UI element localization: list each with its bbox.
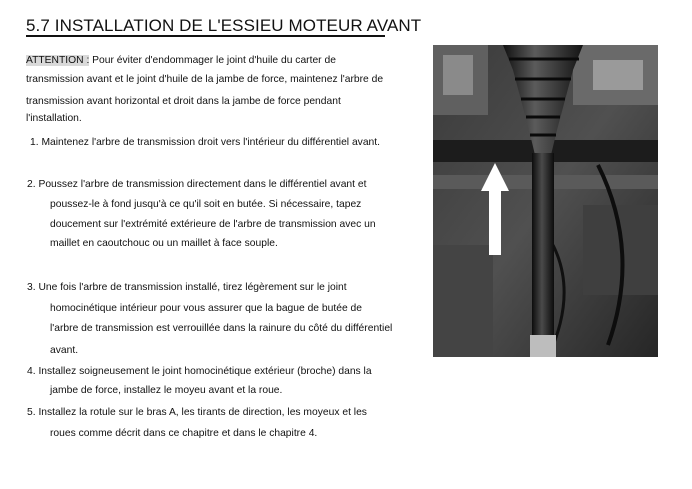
step-3-line-2: homocinétique intérieur pour vous assurer que la bague de butée de bbox=[50, 303, 362, 314]
attention-line-2: transmission avant et le joint d'huile de la jambe de force, maintenez l'arbre de bbox=[26, 74, 384, 85]
step-3-line-4: avant. bbox=[50, 345, 79, 356]
section-title: 5.7 INSTALLATION DE L'ESSIEU MOTEUR AVANT bbox=[26, 16, 422, 35]
step-5-line-2: roues comme décrit dans ce chapitre et dans le chapitre 4. bbox=[50, 428, 318, 439]
drive-shaft-photo bbox=[433, 45, 658, 357]
attention-text: Pour éviter d'endommager le joint d'huile du carter de bbox=[89, 55, 336, 66]
attention-line-3: transmission avant horizontal et droit dans la jambe de force pendant bbox=[26, 96, 341, 107]
step-2-line-1: 2. Poussez l'arbre de transmission directement dans le différentiel avant et bbox=[27, 179, 367, 190]
step-4-line-2: jambe de force, installez le moyeu avant et la roue. bbox=[50, 385, 283, 396]
step-2-line-2: poussez-le à fond jusqu'à ce qu'il soit en butée. Si nécessaire, tapez bbox=[50, 199, 362, 210]
attention-label: ATTENTION : bbox=[26, 55, 90, 66]
step-1-line-1: 1. Maintenez l'arbre de transmission droit vers l'intérieur du différentiel avant. bbox=[30, 137, 381, 148]
step-4-line-1: 4. Installez soigneusement le joint homocinétique extérieur (broche) dans la bbox=[27, 366, 372, 377]
step-3-line-1: 3. Une fois l'arbre de transmission installé, tirez légèrement sur le joint bbox=[27, 282, 347, 293]
attention-line-1 bbox=[26, 55, 336, 67]
step-5-line-1: 5. Installez la rotule sur le bras A, les tirants de direction, les moyeux et les bbox=[27, 407, 367, 418]
step-3-line-3: l'arbre de transmission est verrouillée dans la rainure du côté du différentiel bbox=[50, 323, 393, 334]
attention-line-4: l'installation. bbox=[26, 113, 82, 124]
step-2-line-3: doucement sur l'extrémité extérieure de l'arbre de transmission avec un bbox=[50, 219, 376, 230]
title-underline bbox=[26, 35, 385, 37]
step-2-line-4: maillet en caoutchouc ou un maillet à face souple. bbox=[50, 238, 278, 249]
